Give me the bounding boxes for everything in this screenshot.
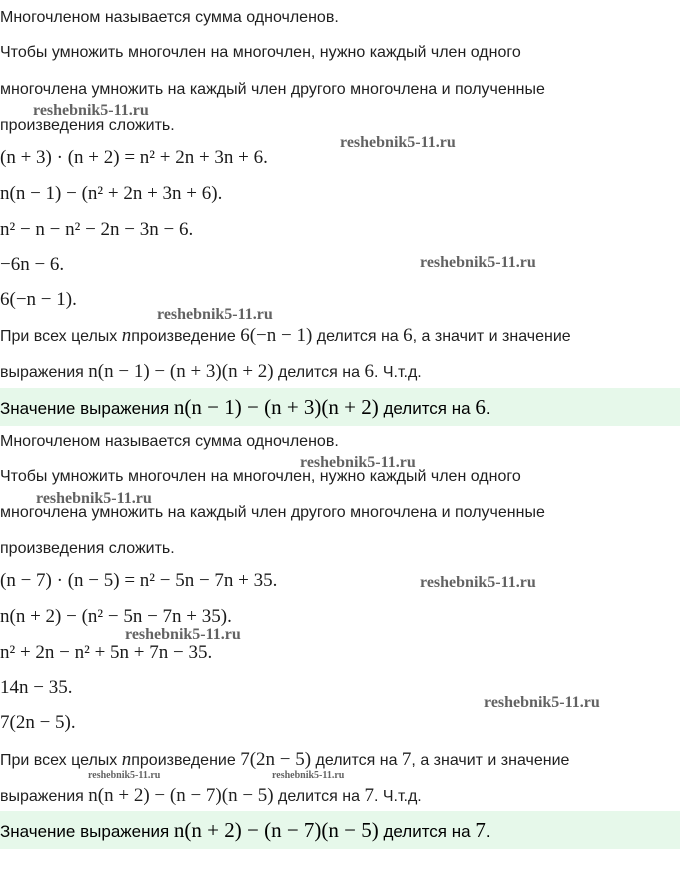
answer-line <box>0 818 491 843</box>
inline-number: 7 <box>401 749 412 770</box>
math-step-2: n(n − 1) − (n² + 2n + 3n + 6). <box>0 183 223 204</box>
variable-n: n <box>121 749 132 770</box>
watermark: reshebnik5-11.ru <box>157 306 273 323</box>
answer-highlight-box <box>0 811 680 849</box>
conclusion-line-2 <box>0 361 422 383</box>
answer-text: делится на <box>378 399 476 418</box>
variable-n: n <box>121 325 132 346</box>
conclusion-text: При всех целых <box>0 328 122 345</box>
math-step-4: 14n − 35. <box>0 677 73 698</box>
conclusion-text: . Ч.т.д. <box>373 364 422 381</box>
inline-number: 7 <box>364 785 374 806</box>
conclusion-line-1 <box>0 749 569 771</box>
inline-expression: n(n + 2) − (n − 7)(n − 5) <box>88 785 274 806</box>
conclusion-line-1 <box>0 325 571 347</box>
conclusion-text: . Ч.т.д. <box>373 788 422 805</box>
math-step-5: 7(2n − 5). <box>0 712 76 733</box>
conclusion-line-2 <box>0 785 422 807</box>
conclusion-text: делится на <box>273 788 365 805</box>
inline-expression: 6(−n − 1) <box>240 325 313 346</box>
answer-line <box>0 395 491 420</box>
watermark: reshebnik5-11.ru <box>125 626 241 643</box>
rule-text-line-2: многочлена умножить на каждый член другого многочлена и полученные <box>0 504 545 521</box>
math-step-4: −6n − 6. <box>0 254 65 275</box>
inline-expression: 7(2n − 5) <box>240 749 312 770</box>
rule-text-line-1: Чтобы умножить многочлен на многочлен, нужно каждый член одного <box>0 44 521 61</box>
conclusion-text: выражения <box>0 788 89 805</box>
conclusion-text: делится на <box>311 752 402 769</box>
answer-text: . <box>485 399 491 418</box>
math-step-1: (n + 3) · (n + 2) = n² + 2n + 3n + 6. <box>0 147 268 168</box>
watermark: reshebnik5-11.ru <box>272 770 345 781</box>
rule-text-line-3: произведения сложить. <box>0 540 175 557</box>
answer-number: 6 <box>475 395 486 419</box>
conclusion-text: При всех целых <box>0 752 122 769</box>
answer-expression: n(n + 2) − (n − 7)(n − 5) <box>173 818 379 842</box>
math-step-3: n² − n − n² − 2n − 3n − 6. <box>0 219 194 240</box>
watermark: reshebnik5-11.ru <box>340 134 456 151</box>
watermark: reshebnik5-11.ru <box>484 694 600 711</box>
conclusion-text: , а значит и значение <box>412 328 571 345</box>
watermark: reshebnik5-11.ru <box>36 490 152 507</box>
inline-number: 6 <box>364 361 374 382</box>
rule-text-line-3: произведения сложить. <box>0 117 175 134</box>
answer-text: делится на <box>378 822 476 841</box>
math-step-5: 6(−n − 1). <box>0 289 77 310</box>
conclusion-text: произведение <box>131 752 241 769</box>
answer-text: . <box>485 822 491 841</box>
answer-text: Значение выражения <box>0 399 174 418</box>
answer-expression: n(n − 1) − (n + 3)(n + 2) <box>173 395 379 419</box>
inline-number: 6 <box>403 325 413 346</box>
answer-text: Значение выражения <box>0 822 174 841</box>
definition-text: Многочленом называется сумма одночленов. <box>0 433 339 450</box>
conclusion-text: делится на <box>312 328 404 345</box>
math-step-3: n² + 2n − n² + 5n + 7n − 35. <box>0 642 213 663</box>
math-step-2: n(n + 2) − (n² − 5n − 7n + 35). <box>0 606 232 627</box>
conclusion-text: произведение <box>131 328 241 345</box>
answer-number: 7 <box>475 818 486 842</box>
watermark: reshebnik5-11.ru <box>420 574 536 591</box>
watermark: reshebnik5-11.ru <box>420 254 536 271</box>
definition-text: Многочленом называется сумма одночленов. <box>0 9 339 26</box>
conclusion-text: выражения <box>0 364 89 381</box>
inline-expression: n(n − 1) − (n + 3)(n + 2) <box>88 361 274 382</box>
rule-text-line-2: многочлена умножить на каждый член другого многочлена и полученные <box>0 81 545 98</box>
watermark: reshebnik5-11.ru <box>88 770 161 781</box>
answer-highlight-box <box>0 388 680 426</box>
conclusion-text: делится на <box>273 364 365 381</box>
watermark: reshebnik5-11.ru <box>33 102 149 119</box>
conclusion-text: , а значит и значение <box>411 752 570 769</box>
watermark: reshebnik5-11.ru <box>300 454 416 471</box>
math-step-1: (n − 7) · (n − 5) = n² − 5n − 7n + 35. <box>0 570 278 591</box>
rule-text-line-1: Чтобы умножить многочлен на многочлен, нужно каждый член одного <box>0 468 521 485</box>
